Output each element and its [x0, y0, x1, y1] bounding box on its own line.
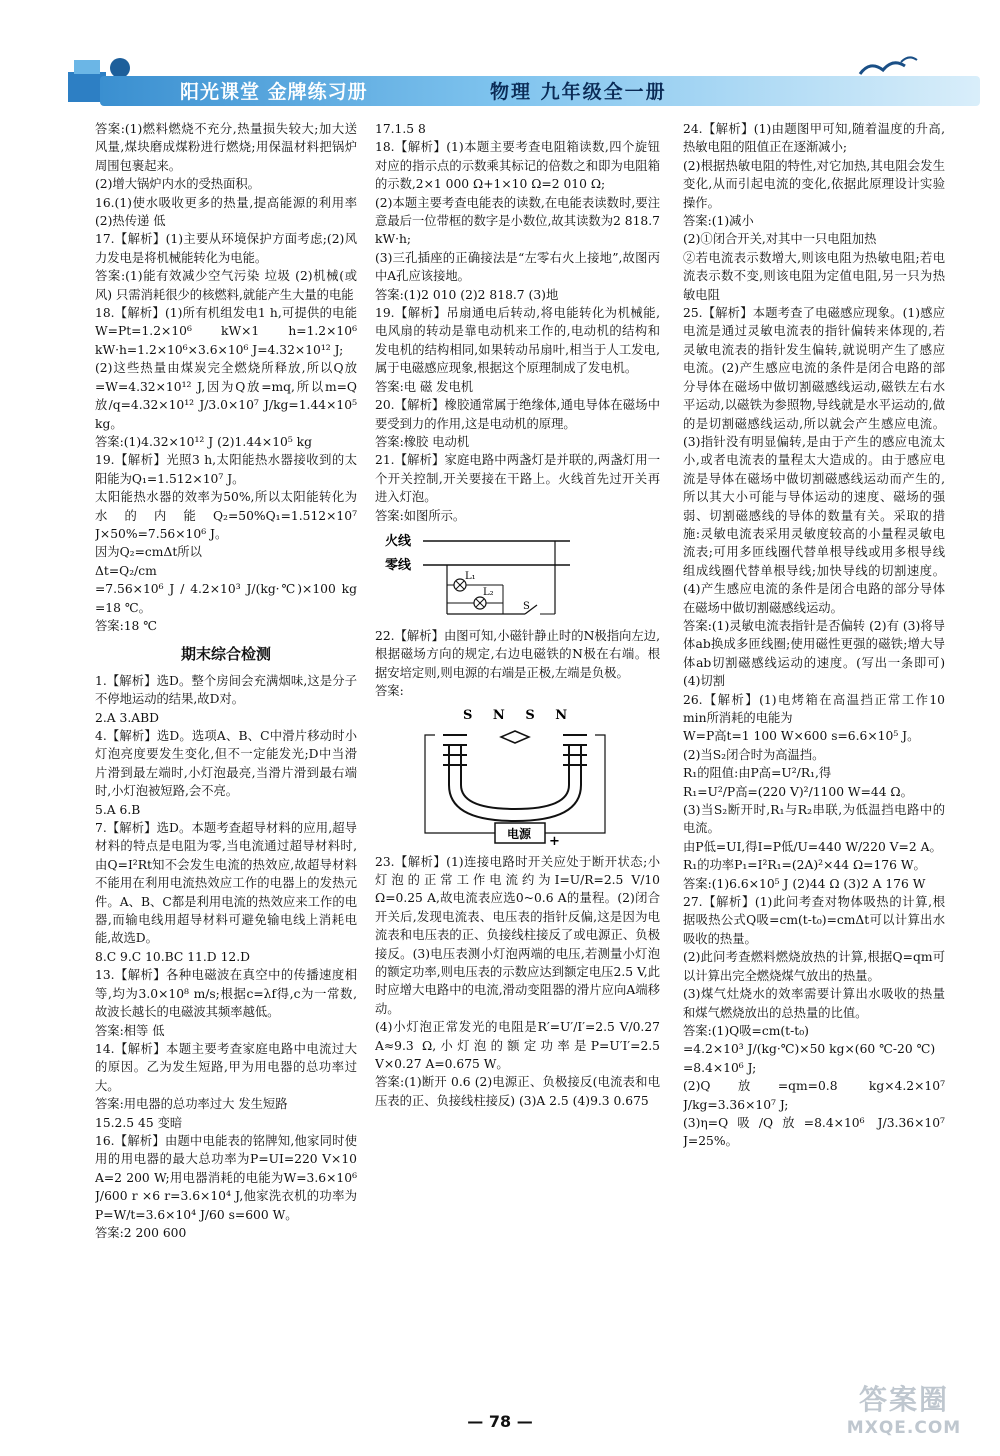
paragraph: 20.【解析】橡胶通常属于绝缘体,通电导体在磁场中要受到力的作用,这是电动机的原理。 — [375, 398, 660, 431]
paragraph: (2)根据热敏电阻的特性,对它加热,其电阻会发生变化,从而引起电流的变化,依据此原理设计实验操作。 — [683, 158, 945, 210]
paragraph: R₁的阻值:由P高=U²/R₁,得 — [683, 766, 832, 781]
column-middle — [375, 120, 660, 1390]
watermark-logo — [834, 1378, 974, 1440]
paragraph: 18.【解析】(1)本题主要考查电阻箱读数,四个旋钮对应的指示点的示数乘其标记的倍数之和即为电阻箱的示数,2×1 000 Ω+1×10 Ω=2 010 Ω; — [375, 140, 660, 192]
paragraph: 答案:18 ℃ — [95, 618, 158, 633]
paragraph: 19.【解析】吊扇通电后转动,将电能转化为机械能,电风扇的转动是靠电动机来工作的,电动机的结构和发电机的结构相同,如果转动吊扇叶,相当于人工发电,属于电磁感应现象,根据这个原理制成了发电机。 — [375, 306, 660, 376]
switch-label: S — [523, 600, 530, 612]
paragraph: (3)三孔插座的正确接法是“左零右火上接地”,故图丙中A孔应该接地。 — [375, 250, 660, 284]
column-left — [95, 120, 357, 1390]
paragraph: 答案:如图所示。 — [375, 508, 466, 523]
neutral-wire-label: 零线 — [385, 557, 412, 573]
paragraph: 24.【解析】(1)由题图甲可知,随着温度的升高,热敏电阻的阻值正在逐渐减小; — [683, 122, 945, 155]
paragraph: 由P低=UI,得I=P低/U=440 W/220 V=2 A。 — [683, 839, 942, 854]
paragraph: 4.【解析】选D。选项A、B、C中滑片移动时小灯泡亮度要发生变化,但不一定能发光;D中当滑片滑到最左端时,小灯泡最亮,当滑片滑到最右端时,小灯泡被短路,会不亮。 — [95, 729, 357, 799]
paragraph: W=P高t=1 100 W×600 s=6.6×10⁵ J。 — [683, 729, 920, 744]
paragraph: (3)η=Q吸/Q放=8.4×10⁶ J/3.36×10⁷ J=25%。 — [683, 1115, 945, 1149]
compass-needle-icon — [501, 731, 529, 743]
paragraph: 答案:用电器的总功率过大 发生短路 — [95, 1097, 288, 1112]
paragraph: 答案:电 磁 发电机 — [375, 379, 474, 394]
paragraph: 因为Q₂=cmΔt所以 — [95, 545, 202, 560]
paragraph: 答案:(1)能有效减少空气污染 垃圾 (2)机械(或风) 只需消耗很少的核燃料,就能产生大量的电能 — [95, 269, 357, 302]
birds-icon — [855, 52, 925, 82]
paragraph: 15.2.5 45 变暗 — [95, 1115, 183, 1130]
paragraph: =7.56×10⁶ J / 4.2×10³ J/(kg·℃)×100 kg =18 ℃。 — [95, 582, 357, 615]
paragraph: (2)此问考查燃料燃烧放热的计算,根据Q=qm可以计算出完全燃烧煤气放出的热量。 — [683, 950, 945, 983]
lamp-l2-label: L₂ — [483, 586, 494, 598]
column-right — [683, 120, 945, 1390]
paragraph: (4)小灯泡正常发光的电阻是R′=U′/I′=2.5 V/0.27 A≈9.3 Ω,小灯泡的额定功率是P=U′I′=2.5 V×0.27 A=0.675 W。 — [375, 1020, 660, 1072]
paragraph: 答案:相等 低 — [95, 1023, 165, 1038]
paragraph: 答案:(1)断开 0.6 (2)电源正、负极接反(电流表和电压表的正、负接线柱接反) (3)A 2.5 (4)9.3 0.675 — [375, 1075, 660, 1108]
paragraph: 5.A 6.B — [95, 802, 141, 817]
paragraph: (2)这些热量由煤炭完全燃烧所释放,所以Q放=W=4.32×10¹² J,因为Q放=mq,所以m=Q放/q=4.32×10¹² J/3.0×10⁷ J/kg=1.44×10⁵ kg。 — [95, 361, 357, 431]
power-source-label: 电源 — [507, 826, 532, 841]
paragraph: (2)增大锅炉内水的受热面积。 — [95, 177, 260, 192]
paragraph: (2)Q放=qm=0.8 kg×4.2×10⁷ J/kg=3.36×10⁷ J; — [683, 1079, 945, 1112]
paragraph: ②若电流表示数增大,则该电阻为热敏电阻;若电流表示数不变,则该电阻为定值电阻,另一只为热敏电阻 — [683, 250, 945, 302]
page-number: — 78 — — [467, 1412, 533, 1431]
paragraph: =4.2×10³ J/(kg·℃)×50 kg×(60 ℃-20 ℃) — [683, 1042, 936, 1057]
paragraph: (3)当S₂断开时,R₁与R₂串联,为低温挡电路中的电流。 — [683, 803, 945, 836]
paragraph: 太阳能热水器的效率为50%,所以太阳能转化为水的内能Q₂=50%Q₁=1.512×10⁷ J×50%=7.56×10⁶ J。 — [95, 490, 357, 541]
paragraph: 7.【解析】选D。本题考查超导材料的应用,超导材料的特点是电阻为零,当电流通过超导材料时,由Q=I²Rt知不会发生电流的热效应,故超导材料不能用在利用电流热效应工作的电器上的发热元件。A、B、C都是利用电流的热效应来工作的电器,而输电线用超导材料可避免输电线上消耗电能,故选D。 — [95, 821, 357, 946]
paragraph: R₁=U²/P高=(220 V)²/1100 W=44 Ω。 — [683, 784, 913, 799]
fire-wire-label: 火线 — [385, 533, 412, 549]
magnet-poles-label: S N S N — [463, 707, 576, 723]
paragraph: 26.【解析】(1)电烤箱在高温挡正常工作10 min所消耗的电能为 — [683, 692, 945, 725]
paragraph: 25.【解析】本题考查了电磁感应现象。(1)感应电流是通过灵敏电流表的指针偏转来体现的,若灵敏电流表的指针发生偏转,就说明产生了感应电流。(2)产生感应电流的条件是闭合电路的部分导体在磁场中做切割磁感线运动,磁铁左右水平运动,以磁铁为参照物,导线就是水平运动的,做的是切割磁感线运动,所以就会产生感应电流。(3)指针没有明显偏转,是由于产生的感应电流太小,或者电流表的量程太大造成的。由于感应电流是导体在磁场中做切割磁感线运动而产生的,所以其大小可能与导体运动的速度、磁场的强弱、切割磁感线的导体的数量有关。采取的措施:灵敏电流表采用灵敏度较高的小量程灵敏电流表;可用多匝线圈代替单根导线或用多根导线组成线圈代替单根导线;加快导线的切割速度。(4)产生感应电流的条件是闭合电路的部分导体在磁场中做切割磁感线运动。 — [683, 306, 945, 615]
paragraph: 答案: — [375, 684, 404, 699]
paragraph: Δt=Q₂/cm — [95, 563, 157, 578]
paragraph: 1.【解析】选D。整个房间会充满烟味,这是分子不停地运动的结果,故D对。 — [95, 673, 357, 707]
electromagnet-diagram — [415, 705, 635, 847]
paragraph: R₁的功率P₁=I²R₁=(2A)²×44 Ω=176 W。 — [683, 858, 926, 873]
page-header — [60, 50, 985, 110]
book-title: 阳光课堂 金牌练习册 — [180, 81, 368, 103]
paragraph: 21.【解析】家庭电路中两盏灯是并联的,两盏灯用一个开关控制,开关要接在干路上。火线首先过开关再进入灯泡。 — [375, 453, 660, 505]
paragraph: 2.A 3.ABD — [95, 710, 160, 725]
paragraph: 17.1.5 8 — [375, 122, 426, 136]
paragraph: 8.C 9.C 10.BC 11.D 12.D — [95, 949, 250, 964]
lamp-l1-label: L₁ — [465, 570, 476, 582]
paragraph: 答案:(1)减小 — [683, 214, 754, 229]
positive-terminal-label: + — [549, 833, 560, 847]
section-title: 期末综合检测 — [180, 645, 271, 664]
paragraph: (2)当S₂闭合时为高温挡。 — [683, 747, 825, 762]
paragraph: 答案:(1)6.6×10⁵ J (2)44 Ω (3)2 A 176 W — [683, 876, 926, 891]
paragraph: (3)煤气灶烧水的效率需要计算出水吸收的热量和煤气燃烧放出的总热量的比值。 — [683, 987, 945, 1020]
household-circuit-diagram — [375, 529, 575, 621]
paragraph: 14.【解析】本题主要考查家庭电路中电流过大的原因。乙为发生短路,甲为用电器的总功率过大。 — [95, 1041, 357, 1093]
paragraph: 13.【解析】各种电磁波在真空中的传播速度相等,均为3.0×10⁸ m/s;根据c=λf得,c为一常数,故波长越长的电磁波其频率越低。 — [95, 968, 357, 1020]
subject-grade: 物理 九年级全一册 — [490, 81, 667, 103]
paragraph: 16.【解析】由题中电能表的铭牌知,他家同时使用的用电器的最大总功率为P=UI=220 V×10 A=2 200 W;用电器消耗的电能为W=3.6×10⁶ J/600 r ×6 r=3.6×10⁴ J,他家洗衣机的功率为P=W/t=3.6×10⁴ J/60 s=600 W。 — [95, 1133, 357, 1222]
paragraph: 23.【解析】(1)连接电路时开关应处于断开状态;小灯泡的正常工作电流约为I=U/R=2.5 V/10 Ω=0.25 A,故电流表应选0~0.6 A的量程。(2)闭合开关后,发现电流表、电压表的指针反偏,这是因为电流表和电压表的正、负接线柱接反了或电源正、负极接反。(3)电压表测小灯泡两端的电压,若测量小灯泡的额定功率,则电压表的示数应达到额定电压2.5 V,此时应增大电路中的电流,滑动变阻器的滑片应向A端移动。 — [375, 854, 660, 1016]
watermark-logo-text: 答案圈 — [858, 1383, 949, 1416]
paragraph: 答案:(1)Q吸=cm(t-t₀) — [683, 1023, 809, 1038]
paragraph: (2)①闭合开关,对其中一只电阻加热 — [683, 232, 877, 247]
paragraph: 答案:2 200 600 — [95, 1225, 187, 1240]
paragraph: 答案:橡胶 电动机 — [375, 434, 470, 449]
paragraph: 答案:(1)4.32×10¹² J (2)1.44×10⁵ kg — [95, 434, 313, 449]
paragraph: 22.【解析】由图可知,小磁针静止时的N极指向左边,根据磁场方向的规定,右边电磁铁的N极在右端。根据安培定则,则电源的右端是正极,左端是负极。 — [375, 628, 660, 680]
paragraph: 17.【解析】(1)主要从环境保护方面考虑;(2)风力发电是将机械能转化为电能。 — [95, 232, 357, 265]
paragraph: 27.【解析】(1)此问考查对物体吸热的计算,根据吸热公式Q吸=cm(t-t₀)=cmΔt可以计算出水吸收的热量。 — [683, 895, 945, 946]
paragraph: 18.【解析】(1)所有机组发电1 h,可提供的电能W=Pt=1.2×10⁶ kW×1 h=1.2×10⁶ kW·h=1.2×10⁶×3.6×10⁶ J=4.32×10¹² J; — [95, 306, 357, 357]
paragraph: =8.4×10⁶ J; — [683, 1060, 757, 1075]
paragraph: 19.【解析】光照3 h,太阳能热水器接收到的太阳能为Q₁=1.512×10⁷ J。 — [95, 453, 357, 486]
paragraph: 16.(1)使水吸收更多的热量,提高能源的利用率 (2)热传递 低 — [95, 195, 357, 229]
paragraph: 答案:(1)2 010 (2)2 818.7 (3)地 — [375, 287, 559, 302]
paragraph: 答案:(1)燃料燃烧不充分,热量损失较大;加大送风量,煤块磨成煤粉进行燃烧;用保温材料把锅炉周围包裹起来。 — [95, 122, 357, 173]
watermark-url: MXQE.COM — [846, 1418, 962, 1438]
paragraph: (2)本题主要考查电能表的读数,在电能表读数时,要注意最后一位带框的数字是小数位,故其读数为2 818.7 kW·h; — [375, 195, 660, 247]
paragraph: 答案:(1)灵敏电流表指针是否偏转 (2)有 (3)将导体ab换成多匝线圈;使用磁性更强的磁铁;增大导体ab切割磁感线运动的速度。(写出一条即可) (4)切割 — [683, 618, 945, 689]
